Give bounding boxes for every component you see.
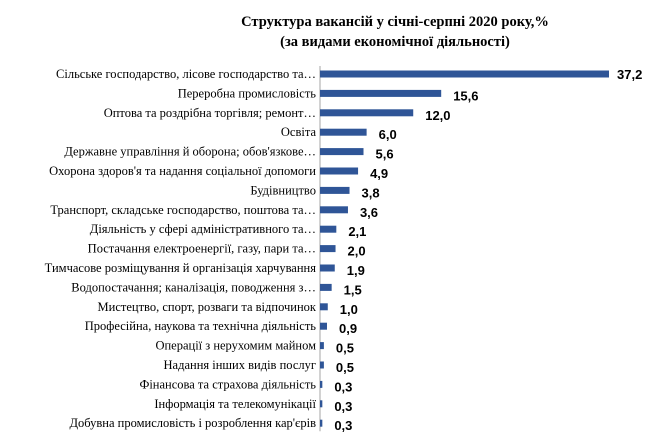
bar (320, 148, 364, 155)
bar (320, 187, 350, 194)
bar (320, 265, 335, 272)
value-label: 1,5 (343, 282, 362, 298)
category-label: Інформація та телекомунікації (154, 396, 316, 411)
value-label: 1,0 (339, 301, 358, 317)
bar (320, 245, 336, 252)
value-label: 37,2 (617, 67, 643, 82)
value-label: 0,5 (335, 360, 354, 375)
category-label: Надання інших видів послуг (163, 358, 316, 372)
category-label: Постачання електроенергії, газу, пари та… (87, 241, 316, 256)
value-labels-group (334, 67, 642, 433)
chart-subtitle: (за видами економічної діяльності) (280, 34, 510, 50)
category-label: Освіта (280, 125, 316, 140)
value-label: 2,0 (347, 243, 366, 259)
value-label: 4,9 (370, 166, 389, 181)
bar (320, 303, 328, 310)
bar (320, 226, 336, 233)
value-label: 5,6 (375, 146, 394, 162)
category-label: Водопостачання; каналізація, поводження з… (71, 280, 316, 295)
category-label: Охорона здоров'я та надання соціальної допомоги (49, 164, 316, 178)
category-label: Фінансова та страхова діяльність (139, 377, 316, 392)
category-labels-group (45, 67, 317, 430)
value-label: 1,9 (346, 263, 365, 278)
bar (320, 71, 609, 78)
chart-title: Структура вакансій у січні-серпні 2020 року,% (241, 14, 549, 30)
value-label: 0,9 (338, 321, 358, 337)
category-label: Переробна промисловість (177, 86, 316, 101)
value-label: 2,1 (348, 224, 367, 240)
value-label: 3,8 (361, 185, 380, 201)
category-label: Професійна, наукова та технічна діяльність (84, 319, 316, 334)
bar (320, 420, 322, 427)
bar (320, 90, 441, 97)
bar (320, 168, 358, 175)
value-label: 0,3 (334, 398, 353, 414)
bar (320, 109, 413, 116)
category-label: Операції з нерухомим майном (155, 338, 316, 353)
category-label: Сільське господарство, лісове господарство та… (56, 67, 316, 81)
bar (320, 400, 322, 407)
value-label: 0,5 (335, 340, 354, 356)
category-label: Транспорт, складське господарство, поштова та… (50, 202, 316, 217)
category-label: Мистецтво, спорт, розваги та відпочинок (97, 299, 316, 314)
value-label: 15,6 (453, 88, 479, 104)
category-label: Добувна промисловість і розроблення кар'єрів (69, 416, 316, 431)
bar (320, 129, 367, 136)
category-label: Державне управління й оборона; обов'язкове… (64, 144, 316, 159)
bar (320, 342, 324, 349)
bar (320, 284, 332, 291)
value-label: 6,0 (378, 127, 397, 143)
bar (320, 381, 322, 388)
value-label: 0,3 (334, 379, 353, 395)
category-label: Будівництво (250, 183, 316, 198)
bar (320, 206, 348, 213)
value-label: 0,3 (334, 418, 353, 434)
category-label: Оптова та роздрібна торгівля; ремонт… (103, 105, 316, 120)
bar (320, 323, 327, 330)
category-label: Тимчасове розміщування й організація харчування (44, 261, 316, 275)
bar (320, 362, 324, 369)
value-label: 12,0 (425, 107, 451, 123)
category-label: Діяльність у сфері адміністративного та… (89, 222, 316, 237)
value-label: 3,6 (359, 204, 379, 220)
